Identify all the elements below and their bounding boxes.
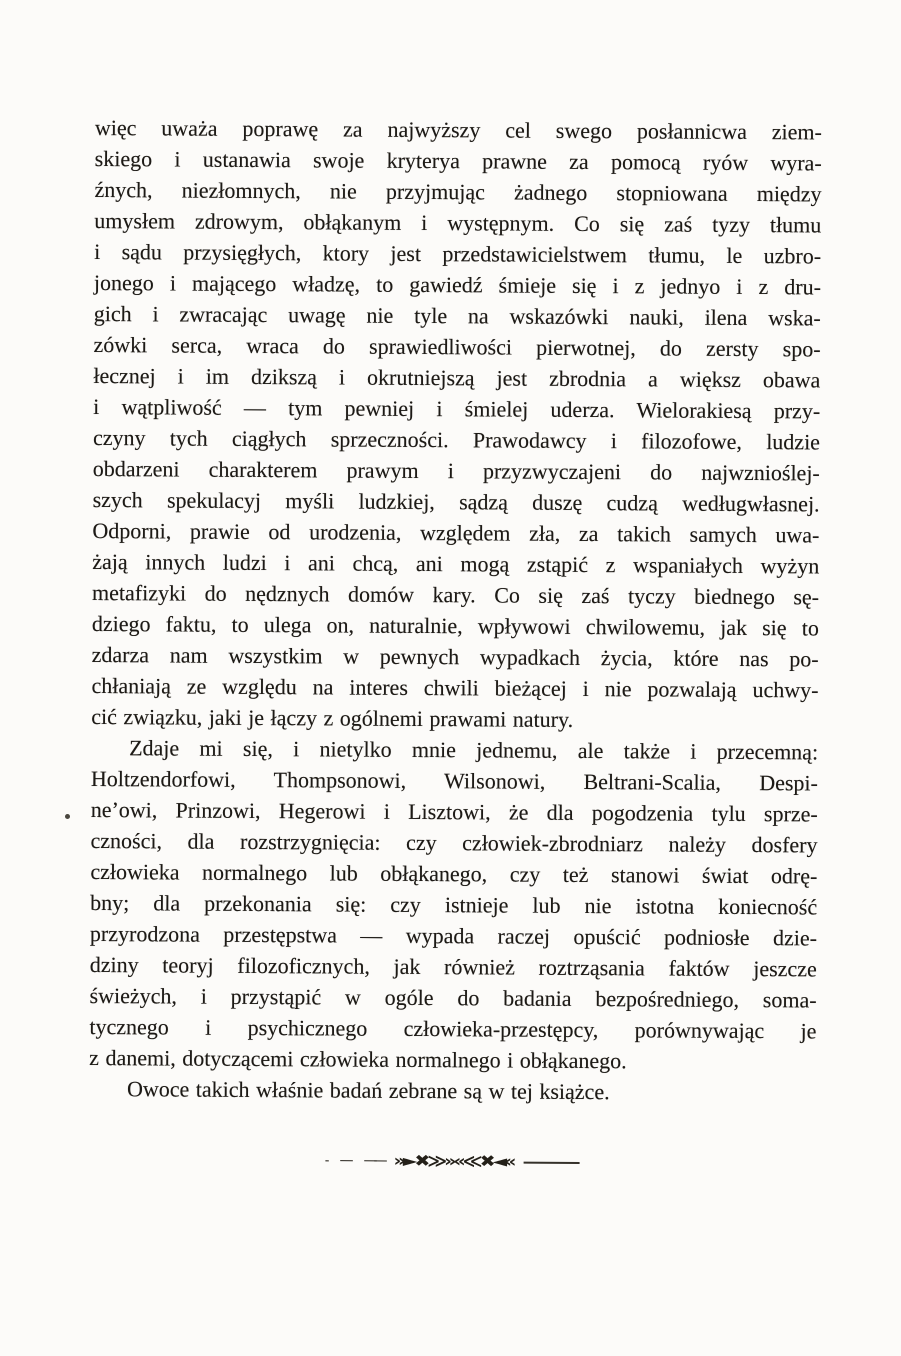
text-line: bny; dla przekonania się: czy istnieje lub nie istotna koniecność xyxy=(90,889,818,920)
text-line: Holtzendorfowi, Thompsonowi, Wilsonowi, Beltrani-Scalia, Despi- xyxy=(90,765,818,796)
text-line: czyny tych ciągłych sprzeczności. Prawodawcy i filozofowe, ludzie xyxy=(92,424,821,455)
text-line: tycznego i psychicznego człowieka-przestępcy, porównywając je xyxy=(89,1013,817,1044)
text-line: ne’owi, Prinzowi, Hegerowi i Lisztowi, że dla pogodzenia tylu sprze- xyxy=(90,796,818,827)
text-line: jonego i mającego władzę, to gawiedź śmieje się i z jednyo i z dru- xyxy=(93,269,822,300)
text-line: łecznej i im dzikszą i okrutniejszą jest zbrodnia a większ obawa xyxy=(93,362,821,393)
text-line: gich i zwracając uwagę nie tyle na wskazówki nauki, ilena wska- xyxy=(93,300,821,331)
text-line: skiego i ustanawia swoje kryterya prawne za pomocą ryów wyra- xyxy=(94,145,822,176)
text-line: żają innych ludzi i ani chcą, ani mogą zstąpić z wspaniałych wyżyn xyxy=(92,548,820,579)
text-line: cić związku, jaki je łączy z ogólnemi prawami natury. xyxy=(91,703,574,732)
text-line: z danemi, dotyczącemi człowieka normalnego i obłąkanego. xyxy=(89,1044,627,1074)
text-line: Owoce takich właśnie badań zebrane są w tej książce. xyxy=(126,1076,610,1105)
text-line: szych spekulacyj myśli ludzkiej, sądzą duszę cudzą wedługwłasnej. xyxy=(92,486,820,517)
text-line: i sądu przysięgłych, ktory jest przedstawicielstwem tłumu, le uzbro- xyxy=(94,238,822,269)
text-line: człowieka normalnego lub obłąkanego, czy też stanowi świat odrę- xyxy=(90,858,818,889)
divider-dash: — xyxy=(339,1152,354,1169)
text-line: chłaniają ze względu na interes chwili bieżącej i nie pozwalają uchwy- xyxy=(91,672,819,703)
text-line: Odporni, prawie od urodzenia, względem zła, za takich samych uwa- xyxy=(92,517,820,548)
divider-dash: ‐ xyxy=(324,1153,330,1169)
text-line: metafizyki do nędznych domów kary. Co się zaś tyczy biednego sę- xyxy=(91,579,820,610)
ink-speck-artifact xyxy=(65,814,70,819)
text-line: i wątpliwość — tym pewniej i śmielej uderza. Wielorakiesą przy- xyxy=(93,393,821,424)
text-line: czności, dla rozstrzygnięcia: czy człowiek-zbrodniarz należy dosfery xyxy=(90,827,818,858)
text-line: umysłem zdrowym, obłąkanym i występnym. Co się zaś tyzy tłumu xyxy=(94,207,822,238)
text-line: dziego faktu, to ulega on, naturalnie, wpływowi chwilowemu, jak się to xyxy=(91,610,819,641)
text-line: źnych, niezłomnych, nie przyjmując żadnego stopniowana między xyxy=(94,176,822,207)
divider-rule xyxy=(523,1161,579,1163)
text-line: zówki serca, wraca do sprawiedliwości pierwotnej, do zersty spo- xyxy=(93,331,821,362)
text-line: zdarza nam wszystkim w pewnych wypadkach życia, które nas po- xyxy=(91,641,819,672)
text-line: przyrodzona przestępstwa — wypada raczej opuścić podniosłe dzie- xyxy=(89,920,818,951)
text-line: świeżych, i przystąpić w ogóle do badania bezpośredniego, soma- xyxy=(89,982,817,1013)
divider-dash: —— xyxy=(363,1152,384,1169)
text-line: więc uważa poprawę za najwyższy cel swego posłannicwa ziem- xyxy=(94,114,822,145)
page-text-block xyxy=(89,112,822,1179)
text-line: dziny teoryj filozoficznych, jak również roztrząsania faktów jeszcze xyxy=(89,951,817,982)
text-line: obdarzeni charakterem prawym i przyzwyczajeni do najwznioślej- xyxy=(92,455,820,486)
divider-ornament-icon: »►✖≫»«≪✖◄« xyxy=(393,1151,514,1172)
section-divider xyxy=(89,1144,816,1179)
text-line: Zdaje mi się, i nietylko mnie jednemu, ale także i przecemną: xyxy=(129,735,819,765)
